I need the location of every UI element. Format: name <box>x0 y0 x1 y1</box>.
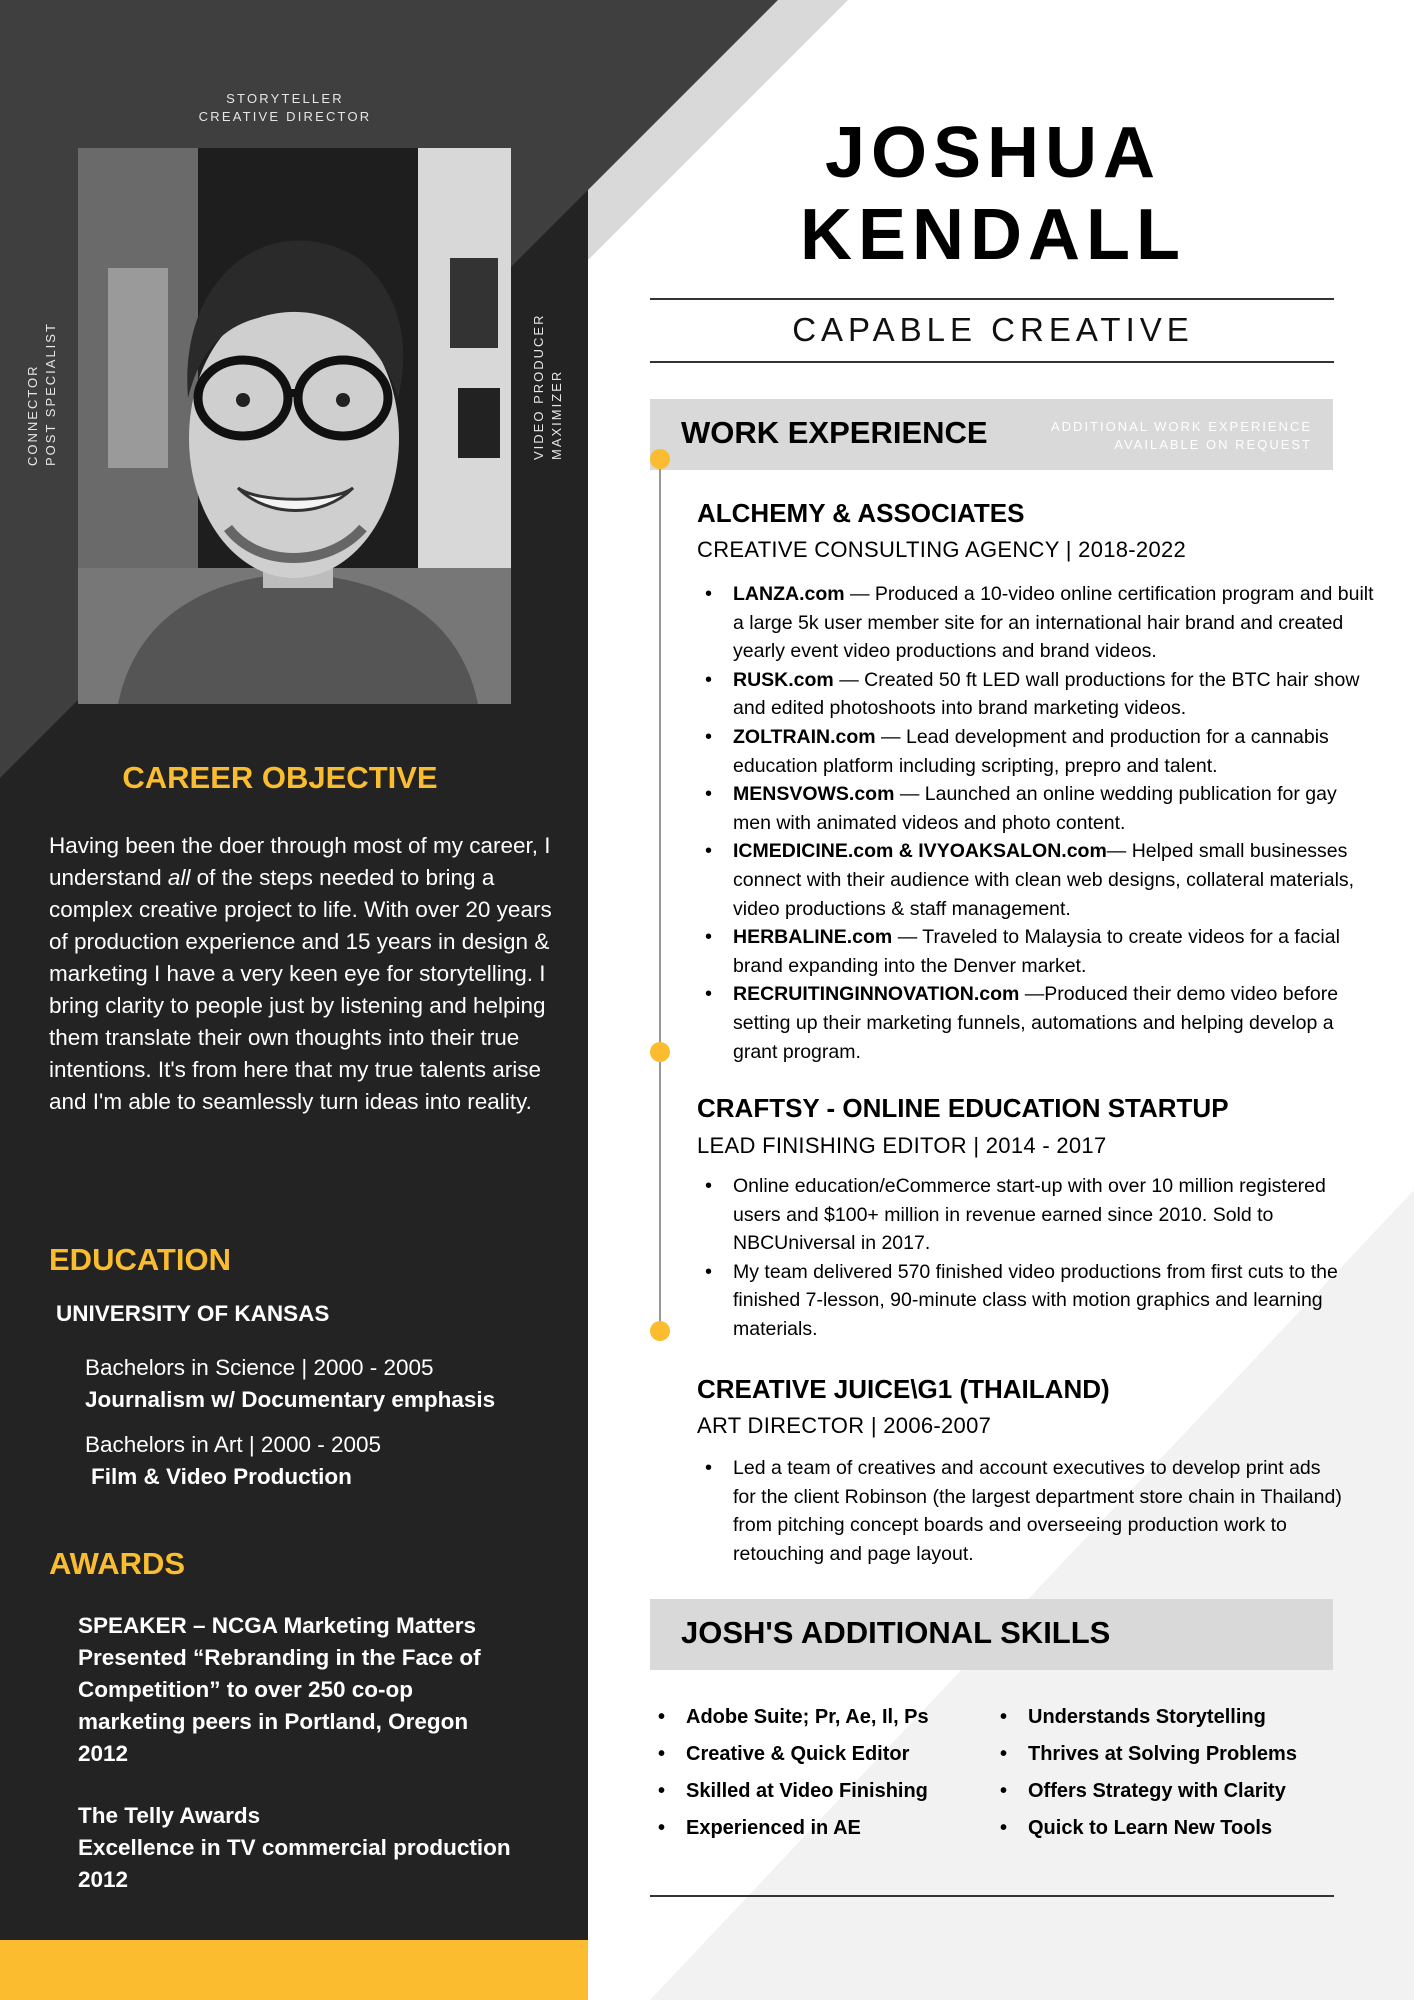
first-name: JOSHUA <box>824 113 1162 193</box>
awards-heading: AWARDS <box>49 1546 186 1581</box>
job-2-bullet-1-text: Online education/eCommerce start-up with over 10 million registered users and $100+ million in revenue earned since 2010. Sold to NBCUniversal in 2017. <box>733 1175 1326 1255</box>
education-heading: EDUCATION <box>49 1242 231 1277</box>
skills-column-2 <box>994 1699 1334 1847</box>
job-1-bullet-6 <box>697 923 1377 980</box>
skills-heading: JOSH'S ADDITIONAL SKILLS <box>681 1615 1111 1650</box>
degree-2-focus: Film & Video Production <box>91 1464 352 1489</box>
job-1-subtitle: CREATIVE CONSULTING AGENCY | 2018-2022 <box>697 537 1187 562</box>
job-1-bullet-5-text: — Helped small businesses connect with their audience with clean web designs, collateral materials, video productions & staff management. <box>733 840 1355 920</box>
job-1-bullets <box>697 580 1377 1066</box>
job-2-bullet-2 <box>697 1258 1377 1344</box>
note-line-2: AVAILABLE ON REQUEST <box>1114 437 1312 452</box>
job-1-bullet-5 <box>697 837 1377 923</box>
career-objective-text <box>49 830 554 1118</box>
objective-text-part2: of the steps needed to bring a complex creative project to life. With over 20 years of production experience and 15 years in design & marketing I have a very keen eye for storytelling. I bring clarity to people just by listening and helping them translate their own thoughts into their true intentions. It's from here that my true talents arise and I'm able to seamlessly turn ideas into reality. <box>49 865 552 1114</box>
timeline-line <box>659 459 661 1330</box>
award-1-line-2: Presented “Rebranding in the Face of <box>78 1645 481 1670</box>
job-1-bullet-7 <box>697 980 1377 1066</box>
portrait-icon <box>78 148 511 704</box>
skill-2-2: • Thrives at Solving Problems <box>994 1736 1334 1773</box>
tag-connector: CONNECTOR <box>25 364 40 466</box>
skill-1-1: • Adobe Suite; Pr, Ae, Il, Ps <box>652 1699 982 1736</box>
footer-rule <box>650 1895 1334 1897</box>
job-3-bullets <box>697 1454 1347 1568</box>
job-1-bullet-2-text: — Created 50 ft LED wall productions for the BTC hair show and edited photoshoots into brand marketing videos. <box>733 668 1360 720</box>
objective-text-part1: Having been the doer through most of my career, I understand <box>49 833 551 890</box>
award-2-line-3: 2012 <box>78 1867 129 1892</box>
left-tags <box>24 322 60 466</box>
timeline-dot-1 <box>650 449 670 469</box>
note-line-1: ADDITIONAL WORK EXPERIENCE <box>1051 419 1312 434</box>
job-1-bullet-3 <box>697 723 1377 780</box>
degree-1-focus: Journalism w/ Documentary emphasis <box>85 1387 496 1412</box>
last-name: KENDALL <box>800 195 1186 275</box>
job-3-title: CREATIVE JUICE\G1 (THAILAND) <box>697 1374 1110 1404</box>
work-experience-note <box>1000 418 1312 454</box>
job-2-bullet-1 <box>697 1172 1377 1258</box>
tag-creative-director: CREATIVE DIRECTOR <box>198 109 372 124</box>
skill-1-2: • Creative & Quick Editor <box>652 1736 982 1773</box>
award-1 <box>78 1610 568 1770</box>
tag-video-producer: VIDEO PRODUCER <box>531 313 546 460</box>
education-degree-1 <box>85 1352 565 1416</box>
job-1-bullet-6-brand: HERBALINE.com <box>733 926 893 949</box>
bottom-rule <box>650 361 1334 363</box>
degree-1-line: Bachelors in Science | 2000 - 2005 <box>85 1355 434 1380</box>
objective-text-italic: all <box>167 865 191 890</box>
skill-1-4: • Experienced in AE <box>652 1810 982 1847</box>
award-1-line-3: Competition” to over 250 co-op <box>78 1677 414 1702</box>
job-1-bullet-4 <box>697 780 1377 837</box>
award-1-line-4: marketing peers in Portland, Oregon <box>78 1709 469 1734</box>
skill-2-1: • Understands Storytelling <box>994 1699 1334 1736</box>
job-1-bullet-4-brand: MENSVOWS.com <box>733 783 895 806</box>
skill-2-4: • Quick to Learn New Tools <box>994 1810 1334 1847</box>
tag-storyteller: STORYTELLER <box>226 91 344 106</box>
name-heading <box>650 112 1336 276</box>
degree-2-line: Bachelors in Art | 2000 - 2005 <box>85 1432 382 1457</box>
job-3-bullet-1 <box>697 1454 1347 1568</box>
job-1-bullet-4-text: — Launched an online wedding publication for gay men with animated videos and photo content. <box>733 783 1337 834</box>
top-tags <box>150 90 420 126</box>
job-1-title: ALCHEMY & ASSOCIATES <box>697 498 1025 528</box>
skill-1-3: • Skilled at Video Finishing <box>652 1773 982 1810</box>
award-2-line-1: The Telly Awards <box>78 1803 261 1828</box>
subtitle: CAPABLE CREATIVE <box>792 311 1194 348</box>
job-1-bullet-7-text: —Produced their demo video before setting up their marketing funnels, automations and helping develop a grant program. <box>733 983 1339 1063</box>
portrait-photo <box>78 148 511 704</box>
job-1-bullet-1-brand: LANZA.com <box>733 583 845 605</box>
job-2-title: CRAFTSY - ONLINE EDUCATION STARTUP <box>697 1093 1229 1123</box>
award-1-line-5: 2012 <box>78 1741 129 1766</box>
award-2 <box>78 1800 568 1896</box>
tag-maximizer: MAXIMIZER <box>549 369 564 460</box>
skill-2-3: • Offers Strategy with Clarity <box>994 1773 1334 1810</box>
job-3-subtitle: ART DIRECTOR | 2006-2007 <box>697 1413 992 1438</box>
tag-post-specialist: POST SPECIALIST <box>43 322 58 466</box>
right-tags <box>530 314 566 460</box>
skills-column-1 <box>652 1699 982 1847</box>
job-1-bullet-1 <box>697 580 1377 666</box>
work-experience-heading: WORK EXPERIENCE <box>681 415 988 450</box>
award-1-line-1: SPEAKER – NCGA Marketing Matters <box>78 1613 477 1638</box>
job-1-bullet-2 <box>697 666 1377 723</box>
award-2-line-2: Excellence in TV commercial production <box>78 1835 511 1860</box>
education-school: UNIVERSITY OF KANSAS <box>56 1301 330 1326</box>
job-3-bullet-1-text: Led a team of creatives and account executives to develop print ads for the client Robinson (the largest department store chain in Thailand) from pitching concept boards and overseeing production work to retouching and page layout. <box>733 1457 1342 1565</box>
job-2-subtitle: LEAD FINISHING EDITOR | 2014 - 2017 <box>697 1133 1107 1158</box>
job-1-bullet-1-text: — Produced a 10-video online certification program and built a large 5k user member site for an international hair brand and created yearly event video productions and brand videos. <box>733 583 1374 663</box>
job-1-bullet-6-text: — Traveled to Malaysia to create videos for a facial brand expanding into the Denver market. <box>733 926 1340 977</box>
job-2-bullets <box>697 1172 1377 1344</box>
top-rule <box>650 298 1334 300</box>
job-1-bullet-2-brand: RUSK.com <box>733 668 834 691</box>
education-degree-2 <box>85 1429 565 1493</box>
job-1-bullet-3-text: — Lead development and production for a cannabis education platform including scripting, prepro and talent. <box>733 725 1329 777</box>
job-1-bullet-7-brand: RECRUITINGINNOVATION.com <box>733 983 1020 1006</box>
career-objective-heading: CAREER OBJECTIVE <box>122 760 438 795</box>
timeline-dot-3 <box>650 1321 670 1341</box>
job-1-bullet-3-brand: ZOLTRAIN.com <box>733 725 876 748</box>
job-2-bullet-2-text: My team delivered 570 finished video productions from first cuts to the finished 7-lesson, 90-minute class with motion graphics and learning materials. <box>733 1260 1338 1340</box>
timeline-dot-2 <box>650 1042 670 1062</box>
job-1-bullet-5-brand: ICMEDICINE.com & IVYOAKSALON.com <box>733 840 1107 863</box>
